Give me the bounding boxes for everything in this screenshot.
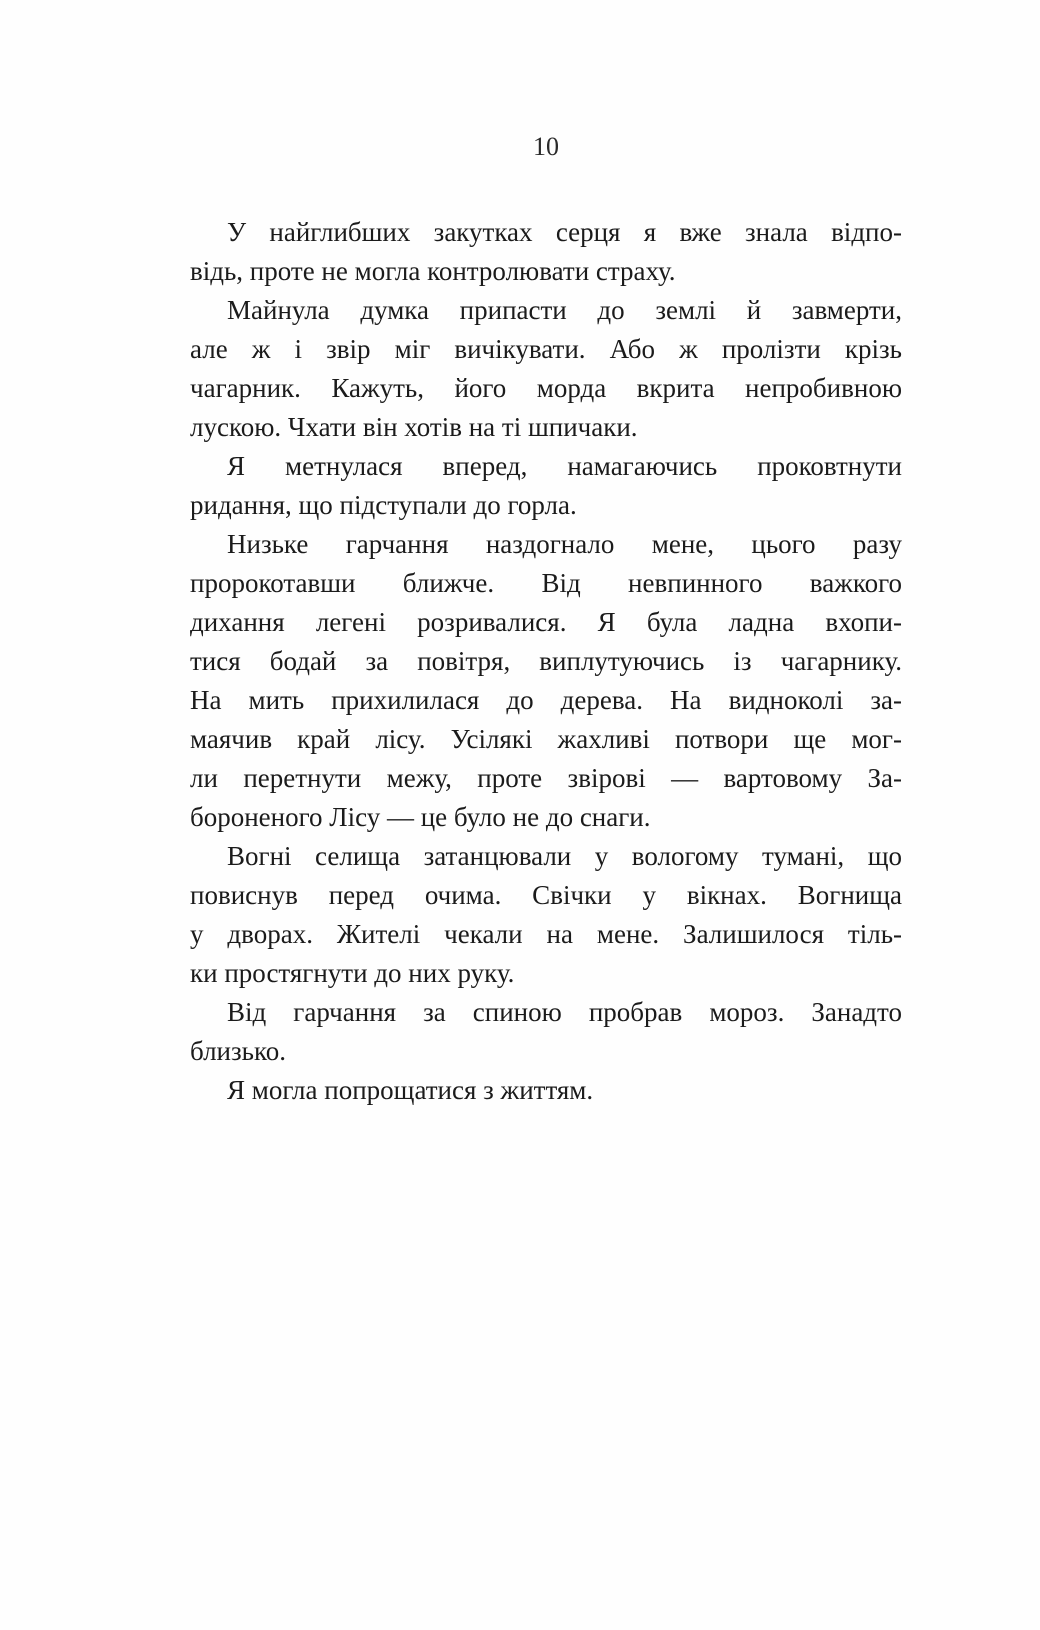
- page-number: 10: [533, 132, 559, 161]
- text-line: На мить прихилилася до дерева. На видноколі за-: [190, 685, 902, 715]
- text-line: ки простягнути до них руку.: [190, 958, 515, 988]
- text-line: У найглибших закутках серця я вже знала відпо-: [227, 217, 902, 247]
- text-line: Майнула думка припасти до землі й завмерти,: [227, 295, 902, 325]
- text-line: ридання, що підступали до горла.: [190, 490, 577, 520]
- text-line: Низьке гарчання наздогнало мене, цього разу: [227, 529, 902, 559]
- text-line: близько.: [190, 1036, 286, 1066]
- text-line: у дворах. Жителі чекали на мене. Залишилося тіль-: [190, 919, 902, 949]
- text-line: чагарник. Кажуть, його морда вкрита непробивною: [190, 373, 902, 403]
- text-line: лускою. Чхати він хотів на ті шпичаки.: [190, 412, 638, 442]
- text-line: бороненого Лісу — це було не до снаги.: [190, 802, 651, 832]
- text-block: [190, 213, 902, 1110]
- text-line: пророкотавши ближче. Від невпинного важкого: [190, 568, 902, 598]
- text-line: ли перетнути межу, проте звірові — вартовому За-: [190, 763, 902, 793]
- text-line: маячив край лісу. Усілякі жахливі потвори ще мог-: [190, 724, 902, 754]
- text-line: повиснув перед очима. Свічки у вікнах. Вогнища: [190, 880, 902, 910]
- text-line: але ж і звір міг вичікувати. Або ж пролізти крізь: [190, 334, 902, 364]
- text-line: тися бодай за повітря, виплутуючись із чагарнику.: [190, 646, 902, 676]
- text-line: дихання легені розривалися. Я була ладна вхопи-: [190, 607, 902, 637]
- text-line: Я метнулася вперед, намагаючись проковтнути: [227, 451, 902, 481]
- text-line: Я могла попрощатися з життям.: [227, 1075, 594, 1105]
- text-line: Вогні селища затанцювали у вологому тумані, що: [227, 841, 902, 871]
- text-line: відь, проте не могла контролювати страху.: [190, 256, 676, 286]
- text-line: Від гарчання за спиною пробрав мороз. Занадто: [227, 997, 902, 1027]
